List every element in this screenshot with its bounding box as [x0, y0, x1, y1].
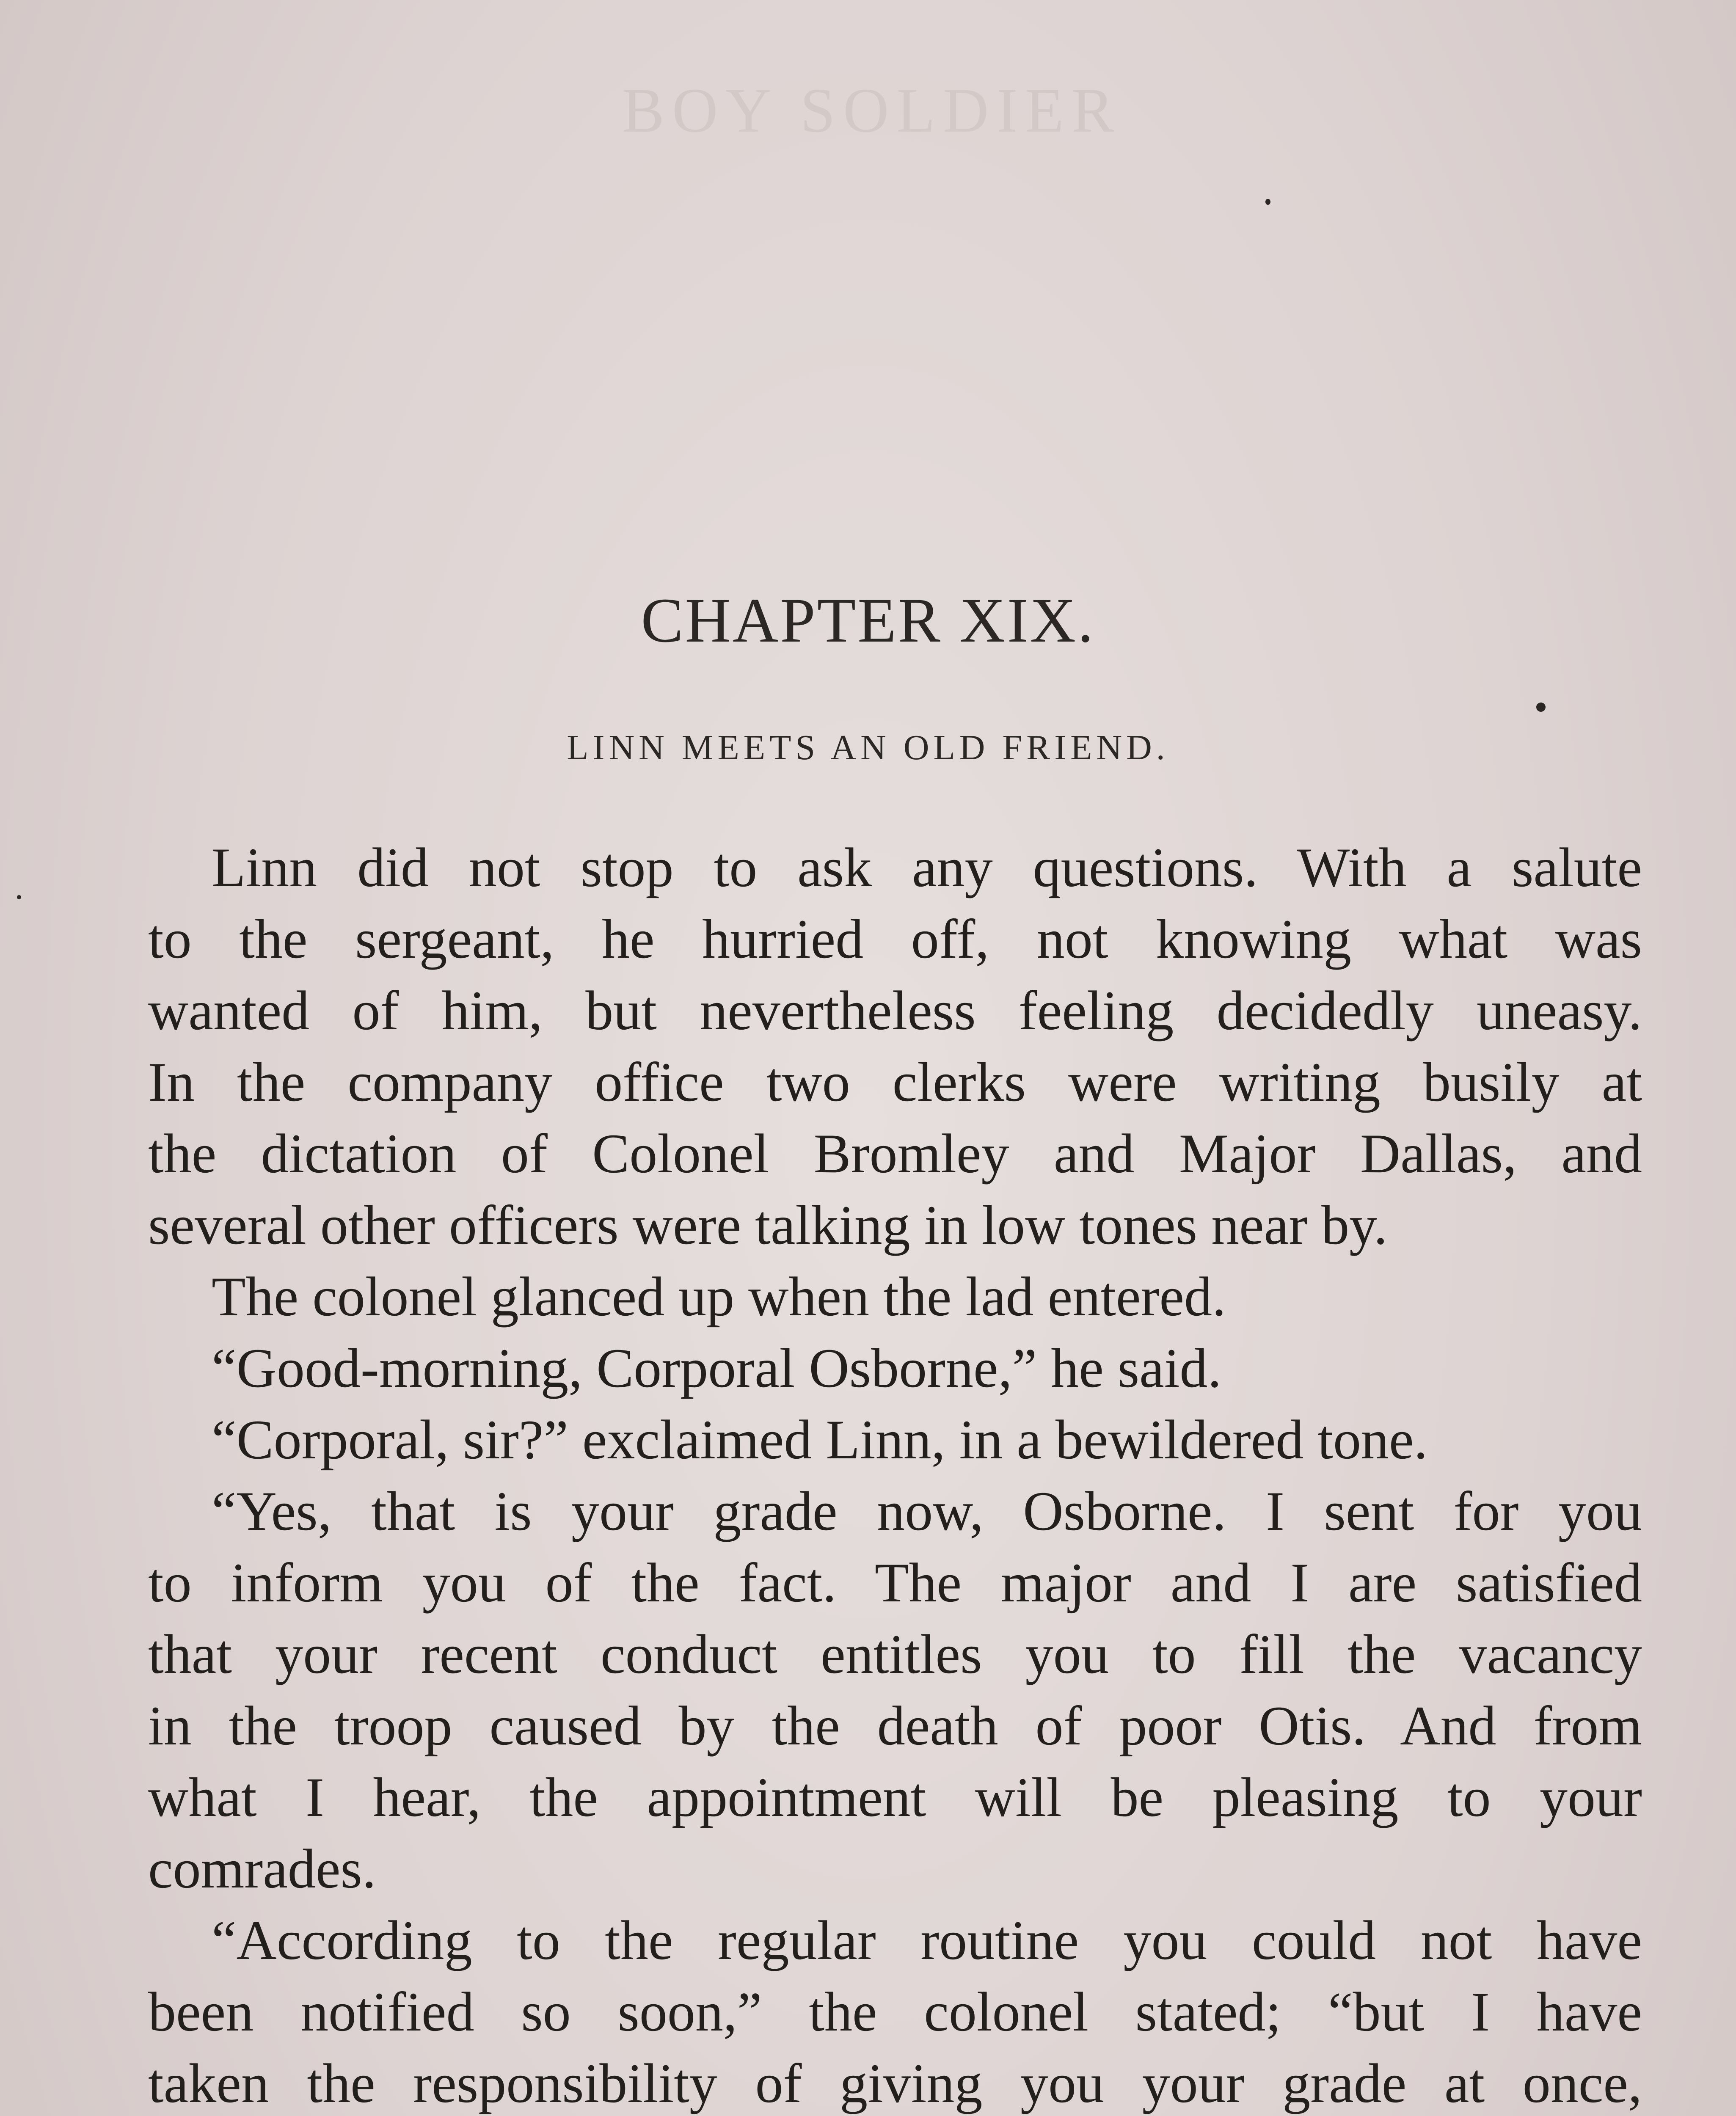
text-line: “Corporal, sir?” exclaimed Linn, in a bewildered tone. [212, 1408, 1428, 1471]
text-line: the dictation of Colonel Bromley and Major Dallas, and [148, 1122, 1642, 1185]
text-line: to inform you of the fact. The major and I are satisfied [148, 1551, 1642, 1614]
ink-speck [1536, 703, 1546, 712]
text-line: “Good-morning, Corporal Osborne,” he said. [212, 1337, 1222, 1399]
text-line: what I hear, the appointment will be pleasing to your [148, 1766, 1642, 1828]
text-line: comrades. [148, 1838, 376, 1900]
text-line: “According to the regular routine you could not have [212, 1909, 1642, 1971]
ink-speck [1265, 199, 1270, 205]
text-line: In the company office two clerks were writing busily at [148, 1051, 1642, 1113]
chapter-subtitle: LINN MEETS AN OLD FRIEND. [567, 728, 1169, 767]
body-text [148, 832, 1642, 2116]
text-line: in the troop caused by the death of poor Otis. And from [148, 1694, 1642, 1757]
text-line: that your recent conduct entitles you to fill the vacancy [148, 1623, 1642, 1685]
text-line: to the sergeant, he hurried off, not knowing what was [148, 908, 1642, 970]
chapter-title: CHAPTER XIX. [641, 585, 1095, 656]
text-line: taken the responsibility of giving you your grade at once, [148, 2052, 1642, 2114]
text-line: The colonel glanced up when the lad entered. [212, 1265, 1226, 1328]
text-line: Linn did not stop to ask any questions. With a salute [212, 836, 1642, 898]
text-line: been notified so soon,” the colonel stated; “but I have [148, 1981, 1642, 2043]
text-line: wanted of him, but nevertheless feeling decidedly uneasy. [148, 979, 1642, 1041]
faint-running-header: BOY SOLDIER [622, 75, 1122, 146]
text-line: several other officers were talking in low tones near by. [148, 1194, 1388, 1256]
ink-speck [17, 895, 21, 899]
text-line: “Yes, that is your grade now, Osborne. I sent for you [212, 1480, 1642, 1542]
